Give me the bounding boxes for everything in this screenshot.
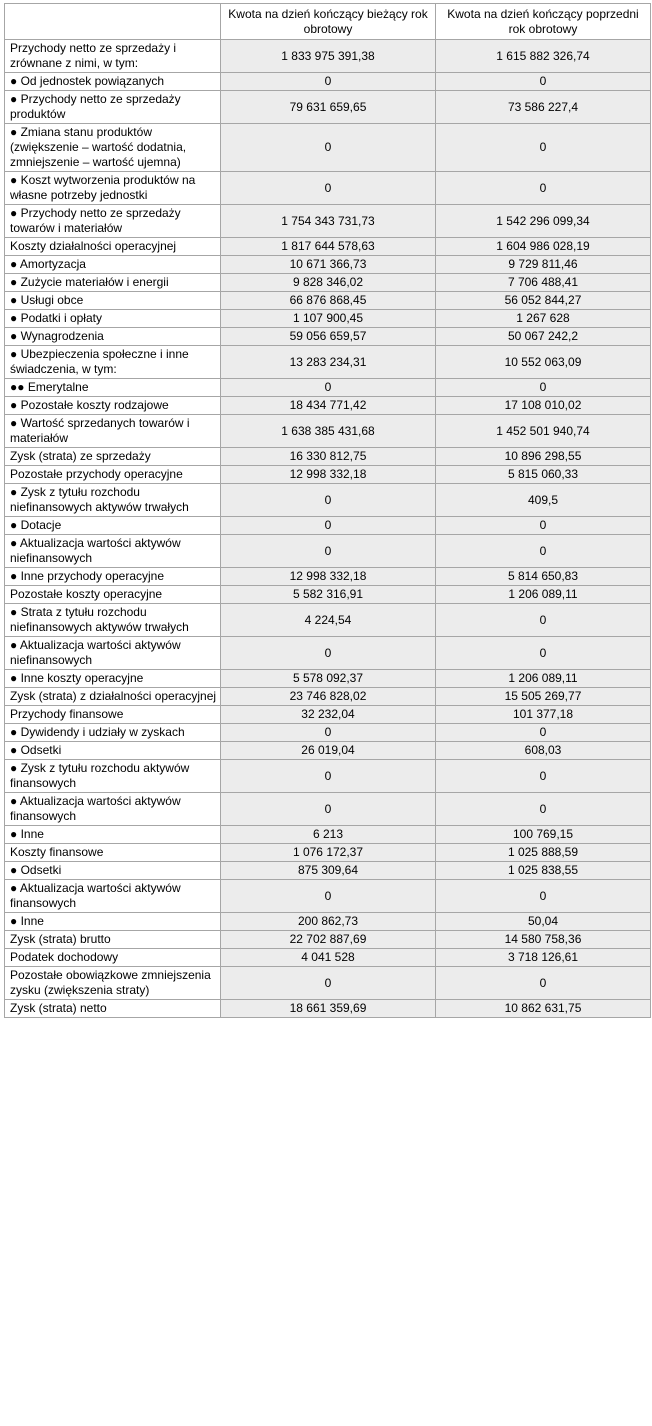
row-label: ● Dywidendy i udziały w zyskach xyxy=(5,724,221,742)
row-label: ● Aktualizacja wartości aktywów niefinansowych xyxy=(5,637,221,670)
table-row xyxy=(5,397,651,415)
table-row xyxy=(5,535,651,568)
current-year-value: 79 631 659,65 xyxy=(221,91,436,124)
current-year-value: 4 041 528 xyxy=(221,949,436,967)
row-label: Koszty finansowe xyxy=(5,844,221,862)
previous-year-value: 3 718 126,61 xyxy=(436,949,651,967)
current-year-value: 0 xyxy=(221,880,436,913)
row-label: ● Zysk z tytułu rozchodu niefinansowych aktywów trwałych xyxy=(5,484,221,517)
table-row xyxy=(5,844,651,862)
previous-year-value: 0 xyxy=(436,967,651,1000)
current-year-value: 12 998 332,18 xyxy=(221,568,436,586)
current-year-value: 5 578 092,37 xyxy=(221,670,436,688)
table-row xyxy=(5,670,651,688)
table-row xyxy=(5,517,651,535)
previous-year-value: 1 025 888,59 xyxy=(436,844,651,862)
row-label: ● Usługi obce xyxy=(5,292,221,310)
table-row xyxy=(5,913,651,931)
table-row xyxy=(5,568,651,586)
row-label: ●● Emerytalne xyxy=(5,379,221,397)
row-label: ● Aktualizacja wartości aktywów finansowych xyxy=(5,793,221,826)
current-year-value: 1 817 644 578,63 xyxy=(221,238,436,256)
table-row xyxy=(5,172,651,205)
current-year-value: 5 582 316,91 xyxy=(221,586,436,604)
current-year-value: 0 xyxy=(221,73,436,91)
previous-year-value: 0 xyxy=(436,637,651,670)
table-row xyxy=(5,880,651,913)
table-row xyxy=(5,862,651,880)
header-row xyxy=(5,4,651,40)
current-year-value: 1 833 975 391,38 xyxy=(221,40,436,73)
row-label: ● Aktualizacja wartości aktywów niefinansowych xyxy=(5,535,221,568)
current-year-value: 59 056 659,57 xyxy=(221,328,436,346)
row-label: ● Inne koszty operacyjne xyxy=(5,670,221,688)
row-label: Zysk (strata) netto xyxy=(5,1000,221,1018)
current-year-value: 18 661 359,69 xyxy=(221,1000,436,1018)
previous-year-value: 1 206 089,11 xyxy=(436,586,651,604)
previous-year-value: 0 xyxy=(436,517,651,535)
current-year-value: 6 213 xyxy=(221,826,436,844)
current-year-value: 1 107 900,45 xyxy=(221,310,436,328)
table-row xyxy=(5,379,651,397)
table-row xyxy=(5,742,651,760)
current-year-value: 16 330 812,75 xyxy=(221,448,436,466)
row-label: ● Inne przychody operacyjne xyxy=(5,568,221,586)
table-row xyxy=(5,826,651,844)
row-label: Zysk (strata) ze sprzedaży xyxy=(5,448,221,466)
row-label: Przychody netto ze sprzedaży i zrównane z nimi, w tym: xyxy=(5,40,221,73)
row-label: Pozostałe przychody operacyjne xyxy=(5,466,221,484)
row-label: ● Pozostałe koszty rodzajowe xyxy=(5,397,221,415)
row-label: ● Przychody netto ze sprzedaży towarów i materiałów xyxy=(5,205,221,238)
previous-year-value: 7 706 488,41 xyxy=(436,274,651,292)
previous-year-value: 409,5 xyxy=(436,484,651,517)
current-year-value: 4 224,54 xyxy=(221,604,436,637)
table-row xyxy=(5,238,651,256)
table-row xyxy=(5,793,651,826)
current-year-value: 0 xyxy=(221,124,436,172)
row-label: ● Koszt wytworzenia produktów na własne potrzeby jednostki xyxy=(5,172,221,205)
current-year-value: 875 309,64 xyxy=(221,862,436,880)
current-year-value: 0 xyxy=(221,535,436,568)
previous-year-value: 100 769,15 xyxy=(436,826,651,844)
row-label: ● Inne xyxy=(5,913,221,931)
row-label: Zysk (strata) z działalności operacyjnej xyxy=(5,688,221,706)
table-row xyxy=(5,346,651,379)
table-row xyxy=(5,484,651,517)
current-year-value: 0 xyxy=(221,967,436,1000)
previous-year-value: 1 615 882 326,74 xyxy=(436,40,651,73)
row-label: ● Strata z tytułu rozchodu niefinansowych aktywów trwałych xyxy=(5,604,221,637)
current-year-value: 0 xyxy=(221,793,436,826)
previous-year-value: 0 xyxy=(436,172,651,205)
current-year-value: 32 232,04 xyxy=(221,706,436,724)
current-year-value: 0 xyxy=(221,517,436,535)
previous-year-value: 0 xyxy=(436,724,651,742)
current-year-value: 12 998 332,18 xyxy=(221,466,436,484)
table-row xyxy=(5,448,651,466)
table-row xyxy=(5,931,651,949)
table-row xyxy=(5,688,651,706)
previous-year-value: 73 586 227,4 xyxy=(436,91,651,124)
table-row xyxy=(5,706,651,724)
current-year-value: 1 754 343 731,73 xyxy=(221,205,436,238)
previous-year-value: 10 552 063,09 xyxy=(436,346,651,379)
current-year-value: 66 876 868,45 xyxy=(221,292,436,310)
current-year-value: 22 702 887,69 xyxy=(221,931,436,949)
current-year-value: 1 076 172,37 xyxy=(221,844,436,862)
previous-year-value: 0 xyxy=(436,793,651,826)
previous-year-value: 0 xyxy=(436,535,651,568)
previous-year-value: 1 542 296 099,34 xyxy=(436,205,651,238)
row-label: ● Odsetki xyxy=(5,862,221,880)
header-previous-year: Kwota na dzień kończący poprzedni rok obrotowy xyxy=(436,4,651,40)
row-label: ● Zysk z tytułu rozchodu aktywów finansowych xyxy=(5,760,221,793)
row-label: ● Podatki i opłaty xyxy=(5,310,221,328)
previous-year-value: 101 377,18 xyxy=(436,706,651,724)
table-row xyxy=(5,328,651,346)
current-year-value: 1 638 385 431,68 xyxy=(221,415,436,448)
row-label: ● Inne xyxy=(5,826,221,844)
previous-year-value: 10 862 631,75 xyxy=(436,1000,651,1018)
row-label: ● Amortyzacja xyxy=(5,256,221,274)
current-year-value: 0 xyxy=(221,724,436,742)
table-row xyxy=(5,256,651,274)
table-row xyxy=(5,124,651,172)
current-year-value: 0 xyxy=(221,637,436,670)
row-label: Pozostałe obowiązkowe zmniejszenia zysku (zwiększenia straty) xyxy=(5,967,221,1000)
previous-year-value: 50 067 242,2 xyxy=(436,328,651,346)
table-row xyxy=(5,604,651,637)
previous-year-value: 50,04 xyxy=(436,913,651,931)
row-label: Zysk (strata) brutto xyxy=(5,931,221,949)
current-year-value: 26 019,04 xyxy=(221,742,436,760)
previous-year-value: 0 xyxy=(436,604,651,637)
row-label: ● Przychody netto ze sprzedaży produktów xyxy=(5,91,221,124)
table-row xyxy=(5,1000,651,1018)
previous-year-value: 608,03 xyxy=(436,742,651,760)
previous-year-value: 1 267 628 xyxy=(436,310,651,328)
row-label: ● Zmiana stanu produktów (zwiększenie – wartość dodatnia, zmniejszenie – wartość ujemna) xyxy=(5,124,221,172)
table-row xyxy=(5,949,651,967)
table-row xyxy=(5,466,651,484)
current-year-value: 9 828 346,02 xyxy=(221,274,436,292)
previous-year-value: 1 206 089,11 xyxy=(436,670,651,688)
row-label: Pozostałe koszty operacyjne xyxy=(5,586,221,604)
current-year-value: 18 434 771,42 xyxy=(221,397,436,415)
current-year-value: 0 xyxy=(221,379,436,397)
current-year-value: 0 xyxy=(221,484,436,517)
previous-year-value: 1 025 838,55 xyxy=(436,862,651,880)
row-label: ● Dotacje xyxy=(5,517,221,535)
table-row xyxy=(5,73,651,91)
row-label: Podatek dochodowy xyxy=(5,949,221,967)
table-row xyxy=(5,760,651,793)
row-label: ● Odsetki xyxy=(5,742,221,760)
previous-year-value: 0 xyxy=(436,124,651,172)
table-row xyxy=(5,637,651,670)
header-empty xyxy=(5,4,221,40)
previous-year-value: 14 580 758,36 xyxy=(436,931,651,949)
current-year-value: 0 xyxy=(221,760,436,793)
table-row xyxy=(5,310,651,328)
header-current-year: Kwota na dzień kończący bieżący rok obrotowy xyxy=(221,4,436,40)
table-row xyxy=(5,292,651,310)
current-year-value: 13 283 234,31 xyxy=(221,346,436,379)
previous-year-value: 5 815 060,33 xyxy=(436,466,651,484)
table-row xyxy=(5,274,651,292)
row-label: ● Zużycie materiałów i energii xyxy=(5,274,221,292)
income-statement-table xyxy=(4,3,651,1018)
current-year-value: 0 xyxy=(221,172,436,205)
table-row xyxy=(5,415,651,448)
previous-year-value: 1 452 501 940,74 xyxy=(436,415,651,448)
previous-year-value: 10 896 298,55 xyxy=(436,448,651,466)
current-year-value: 23 746 828,02 xyxy=(221,688,436,706)
table-row xyxy=(5,586,651,604)
previous-year-value: 0 xyxy=(436,73,651,91)
previous-year-value: 5 814 650,83 xyxy=(436,568,651,586)
row-label: ● Ubezpieczenia społeczne i inne świadczenia, w tym: xyxy=(5,346,221,379)
table-row xyxy=(5,91,651,124)
previous-year-value: 56 052 844,27 xyxy=(436,292,651,310)
table-row xyxy=(5,40,651,73)
previous-year-value: 1 604 986 028,19 xyxy=(436,238,651,256)
row-label: ● Wartość sprzedanych towarów i materiałów xyxy=(5,415,221,448)
previous-year-value: 17 108 010,02 xyxy=(436,397,651,415)
row-label: Przychody finansowe xyxy=(5,706,221,724)
row-label: ● Aktualizacja wartości aktywów finansowych xyxy=(5,880,221,913)
row-label: ● Wynagrodzenia xyxy=(5,328,221,346)
current-year-value: 10 671 366,73 xyxy=(221,256,436,274)
previous-year-value: 0 xyxy=(436,760,651,793)
table-row xyxy=(5,724,651,742)
table-row xyxy=(5,205,651,238)
previous-year-value: 0 xyxy=(436,880,651,913)
row-label: Koszty działalności operacyjnej xyxy=(5,238,221,256)
row-label: ● Od jednostek powiązanych xyxy=(5,73,221,91)
previous-year-value: 9 729 811,46 xyxy=(436,256,651,274)
previous-year-value: 15 505 269,77 xyxy=(436,688,651,706)
previous-year-value: 0 xyxy=(436,379,651,397)
current-year-value: 200 862,73 xyxy=(221,913,436,931)
table-row xyxy=(5,967,651,1000)
